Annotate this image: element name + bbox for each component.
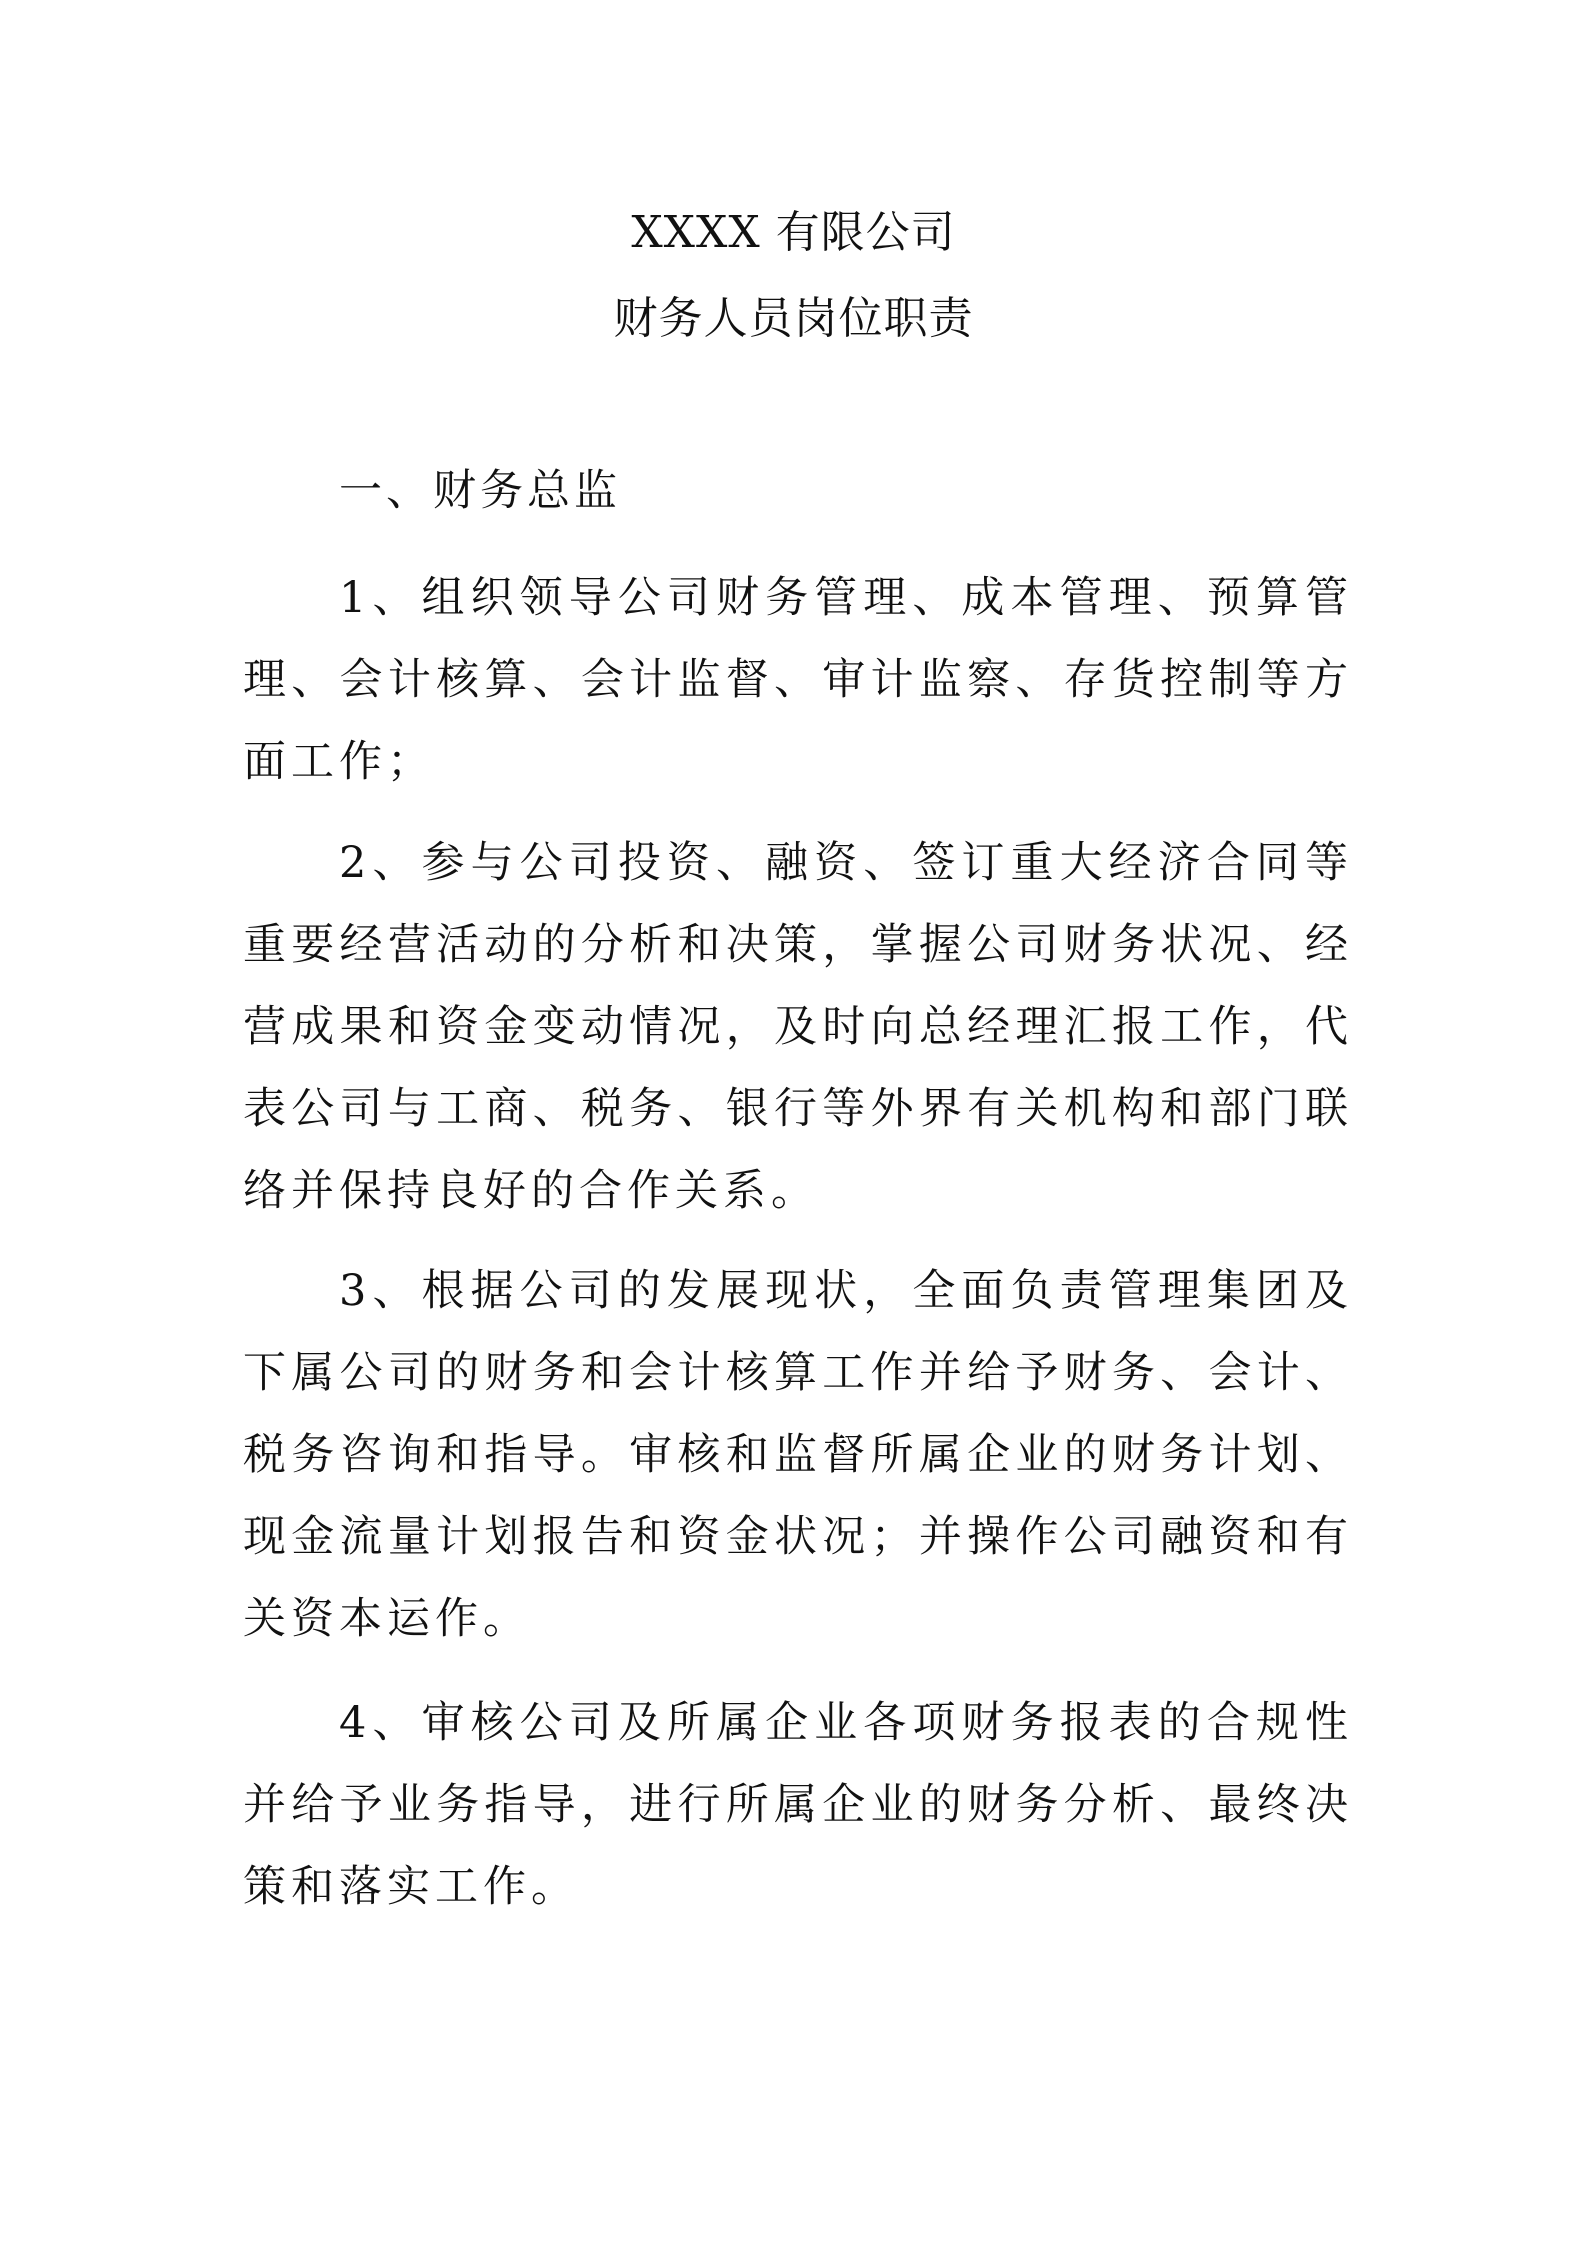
paragraph-2: 2、参与公司投资、融资、签订重大经济合同等重要经营活动的分析和决策，掌握公司财务状况、经营成果和资金变动情况，及时向总经理汇报工作，代表公司与工商、税务、银行等外界有关机构和部门联络并保持良好的合作关系。 bbox=[243, 838, 1353, 1216]
section-heading: 一、财务总监 bbox=[339, 466, 621, 516]
paragraph-4: 4、审核公司及所属企业各项财务报表的合规性并给予业务指导，进行所属企业的财务分析、最终决策和落实工作。 bbox=[243, 1698, 1353, 1912]
paragraph-1: 1、组织领导公司财务管理、成本管理、预算管理、会计核算、会计监督、审计监察、存货控制等方面工作； bbox=[243, 573, 1353, 787]
paragraph-3: 3、根据公司的发展现状，全面负责管理集团及下属公司的财务和会计核算工作并给予财务、会计、税务咨询和指导。审核和监督所属企业的财务计划、现金流量计划报告和资金状况；并操作公司融资和有关资本运作。 bbox=[243, 1266, 1353, 1644]
document-title: 财务人员岗位职责 bbox=[613, 293, 974, 344]
company-title: XXXX 有限公司 bbox=[631, 207, 956, 258]
